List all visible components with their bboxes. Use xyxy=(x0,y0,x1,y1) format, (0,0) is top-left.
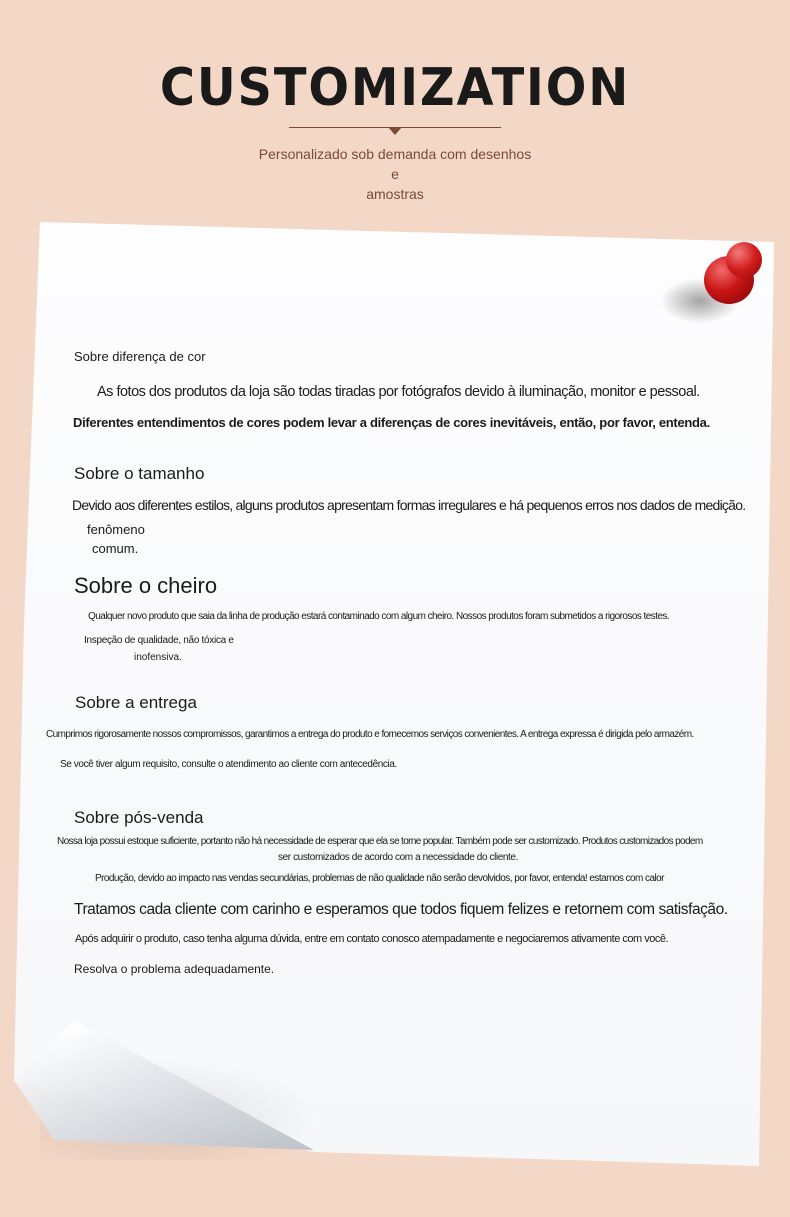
section-heading-color: Sobre diferença de cor xyxy=(74,349,206,364)
subtitle-line-2: amostras xyxy=(366,186,424,202)
smell-text-line-1: Qualquer novo produto que saia da linha de produção estará contaminado com algum cheiro. Nossos produtos foram submetidos a rigorosos testes. xyxy=(88,611,670,622)
smell-text-line-2b: inofensiva. xyxy=(134,652,182,663)
page-title: CUSTOMIZATION xyxy=(159,58,631,118)
divider-triangle xyxy=(388,127,402,135)
color-text-line-1: As fotos dos produtos da loja são todas tiradas por fotógrafos devido à iluminação, monitor e pessoal. xyxy=(97,384,700,400)
section-heading-smell: Sobre o cheiro xyxy=(74,573,218,598)
section-heading-size: Sobre o tamanho xyxy=(74,464,205,483)
aftersale-text-line-1: Nossa loja possui estoque suficiente, portanto não há necessidade de esperar que ela se torne popular. Também pode ser customizado. Produtos customizados podem xyxy=(57,836,703,847)
aftersale-text-line-6: Resolva o problema adequadamente. xyxy=(74,962,275,976)
subtitle xyxy=(255,144,535,204)
delivery-text-line-2: Se você tiver algum requisito, consulte o atendimento ao cliente com antecedência. xyxy=(60,759,397,770)
aftersale-text-line-2: ser customizados de acordo com a necessidade do cliente. xyxy=(278,852,518,863)
delivery-text-line-1: Cumprimos rigorosamente nossos compromissos, garantimos a entrega do produto e fornecemos serviços convenientes. A entrega expressa é dirigida pelo armazém. xyxy=(46,729,694,740)
smell-text-line-2a: Inspeção de qualidade, não tóxica e xyxy=(84,635,234,646)
section-heading-delivery: Sobre a entrega xyxy=(75,693,197,712)
aftersale-text-line-5: Após adquirir o produto, caso tenha alguma dúvida, entre em contato conosco atempadamente e negociaremos ativamente com você. xyxy=(75,933,668,945)
section-heading-aftersale: Sobre pós-venda xyxy=(74,808,204,827)
color-text-line-2: Diferentes entendimentos de cores podem levar a diferenças de cores inevitáveis, então, por favor, entenda. xyxy=(73,415,710,430)
aftersale-text-line-3: Produção, devido ao impacto nas vendas secundárias, problemas de não qualidade não serão devolvidos, por favor, entenda! estamos com calor xyxy=(95,873,664,884)
size-text-line-1: Devido aos diferentes estilos, alguns produtos apresentam formas irregulares e há pequenos erros nos dados de medição. xyxy=(72,497,746,513)
size-text-line-2a: fenômeno xyxy=(87,522,145,537)
aftersale-text-line-4: Tratamos cada cliente com carinho e esperamos que todos fiquem felizes e retornem com satisfação. xyxy=(74,901,728,918)
subtitle-line-1: Personalizado sob demanda com desenhos e xyxy=(258,146,532,182)
size-text-line-2b: comum. xyxy=(92,541,139,556)
